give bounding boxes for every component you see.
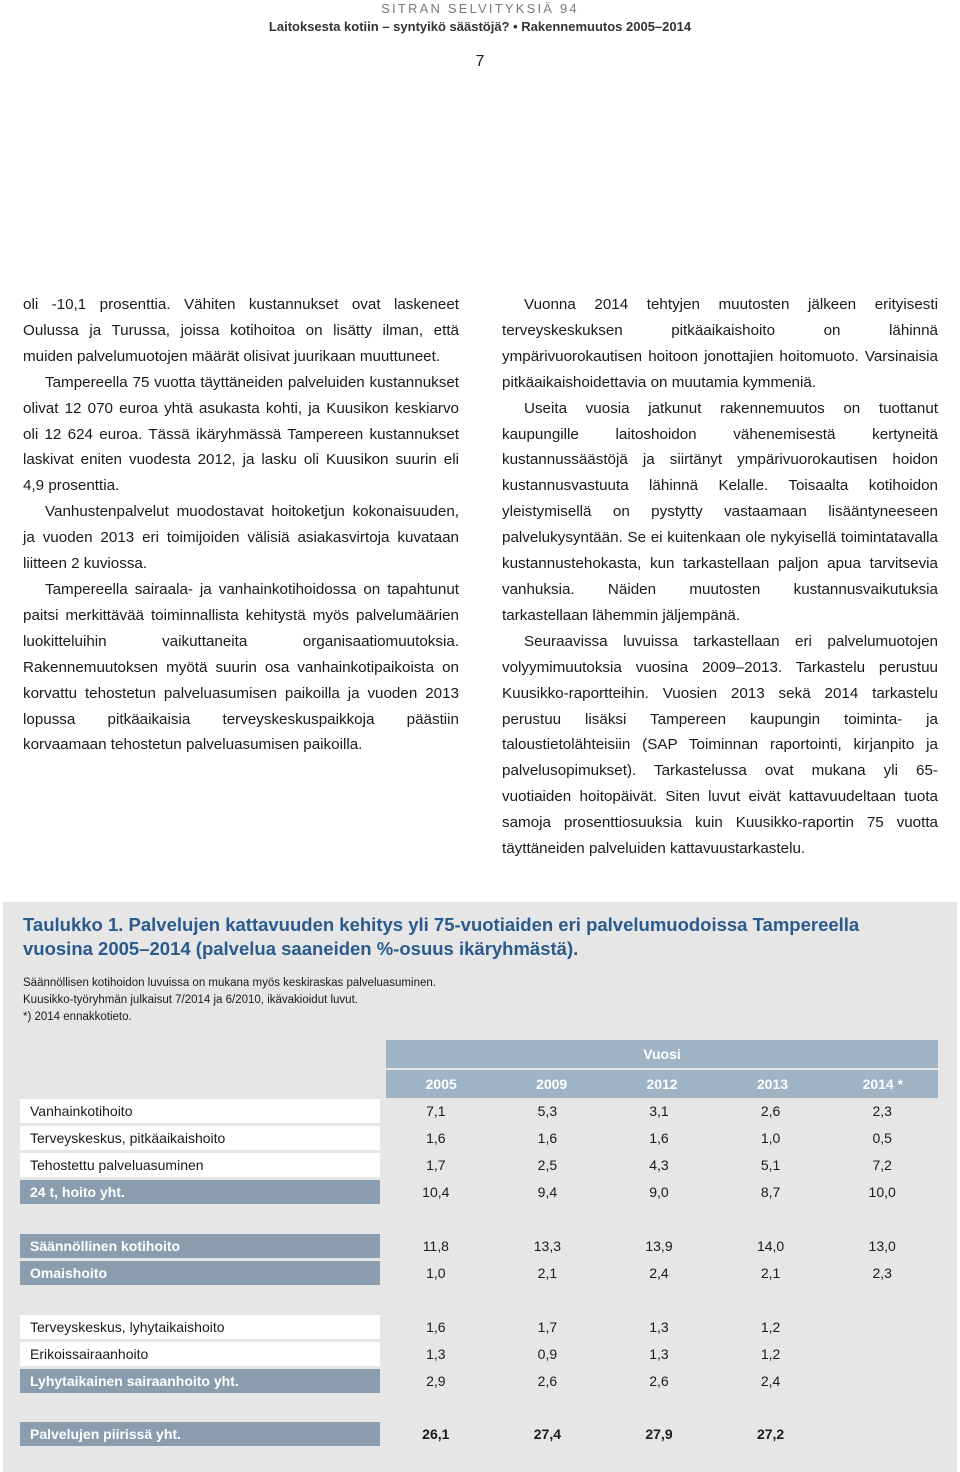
cell: 1,6 [426,1319,446,1335]
right-text-column [502,292,938,862]
row-label: 24 t, hoito yht. [20,1180,380,1204]
table-row [20,1342,938,1366]
table-note: Säännöllisen kotihoidon luvuissa on mukana myös keskiraskas palveluasuminen. [23,977,436,989]
table-row [20,1261,938,1285]
year-header: 2012 [646,1076,678,1092]
cell: 2,6 [649,1373,669,1389]
cell: 1,3 [426,1346,446,1362]
paragraph: Seuraavissa luvuissa tarkastellaan eri palvelumuotojen volyymimuutoksia vuosina 2009–2013. Tarkastelu perustuu Kuusikko-raportteihin. Vuosien 2013 sekä 2014 tarkastelu perustuu lisäksi Tampereen kaupungin toiminta- ja taloustietolähteisiin (SAP Toiminnan raportointi, kirjanpito ja palvelusopimukset). Tarkastelussa ovat mukana yli 65-vuotiaiden hoitopäivät. Siten luvut eivät kattavuudeltaan tuota samoja prosenttiosuuksia kuin Kuusikko-raportin 75 vuotta täyttäneiden palveluiden kattavuustarkastelu. [502,632,938,858]
cell: 2,9 [426,1373,446,1389]
left-text-column [23,292,459,758]
table-row [20,1153,938,1177]
cell: 1,0 [426,1265,446,1281]
table-row [20,1234,938,1258]
row-label: Erikoissairaanhoito [20,1342,380,1366]
row-label: Vanhainkotihoito [20,1099,380,1123]
cell: 5,1 [760,1157,781,1173]
cell [826,1342,938,1366]
cell: 2,6 [537,1373,558,1389]
cell: 7,2 [872,1157,892,1173]
cell: 27,9 [645,1426,673,1442]
cell: 27,4 [533,1426,562,1442]
cell: 13,9 [645,1238,673,1254]
cell: 1,6 [537,1130,558,1146]
table-row-subtotal [20,1180,938,1204]
cell: 2,4 [649,1265,669,1281]
cell: 13,3 [533,1238,562,1254]
cell: 11,8 [422,1238,449,1254]
cell: 1,6 [426,1130,446,1146]
row-label: Omaishoito [20,1261,380,1285]
table-group-header: Vuosi [386,1040,938,1068]
paragraph: Vuonna 2014 tehtyjen muutosten jälkeen erityisesti terveyskeskuksen pitkäaikaishoito on lähinnä ympärivuorokautisen hoitoon jonottajien hoitomuoto. Varsinaisia pitkäaikaishoidettavia on muutamia kymmeniä. [502,296,938,391]
cell: 3,1 [649,1103,669,1119]
cell: 1,2 [760,1346,781,1362]
row-label: Terveyskeskus, lyhytaikaishoito [20,1315,380,1339]
cell: 2,5 [537,1157,558,1173]
row-label: Terveyskeskus, pitkäaikaishoito [20,1126,380,1150]
row-label: Lyhytaikainen sairaanhoito yht. [20,1369,380,1393]
paragraph: Tampereella sairaala- ja vanhainkotihoidossa on tapahtunut paitsi merkittävää toiminnallista kehitystä myös palvelumäärien luokitteluihin vaikuttaneita organisaatiomuutoksia. Rakennemuutoksen myötä suurin osa vanhainkotipaikoista on korvattu tehostetun palveluasumisen paikoilla ja vuoden 2013 lopussa pitkäaikaisia terveyskeskuspaikkoja päästiin korvaamaan tehostetun palveluasumisen paikoilla. [23,580,459,754]
table-note: Kuusikko-työryhmän julkaisut 7/2014 ja 6/2010, ikävakioidut luvut. [23,994,358,1006]
row-label: Säännöllinen kotihoito [20,1234,380,1258]
table-title: Taulukko 1. Palvelujen kattavuuden kehitys yli 75-vuotiaiden eri palvelumuodoissa Tampereella vuosina 2005–2014 (palvelua saaneiden %-osuus ikäryhmästä). [23,914,860,959]
cell: 1,0 [760,1130,781,1146]
cell [826,1422,938,1446]
table-row [20,1099,938,1123]
cell: 1,2 [760,1319,781,1335]
cell: 9,4 [537,1184,558,1200]
cell: 8,7 [760,1184,781,1200]
cell [826,1369,938,1393]
paragraph: Useita vuosia jatkunut rakennemuutos on tuottanut kaupungille laitoshoidon vähenemisestä kertyneitä kustannussäästöjä ja siirtänyt ympärivuorokautisen hoidon kustannusvastuuta lähinnä Kelalle. Toisaalta kotihoidon yleistymisellä on pystytty vastaamaan lisääntyneeseen palvelukysyntään. Se ei kuitenkaan ole nykyisellä toimintatavalla kustannustehokasta, kun tarkastellaan paljon apua tarvitsevia vanhuksia. Näiden muutosten kustannusvaikutuksia tarkastellaan lähemmin jäljempänä. [502,399,938,624]
publication-subtitle: Laitoksesta kotiin – syntyikö säästöjä? • Rakennemuutos 2005–2014 [268,19,692,34]
cell: 2,3 [872,1103,892,1119]
paragraph: oli -10,1 prosenttia. Vähiten kustannukset ovat laskeneet Oulussa ja Turussa, joissa kotihoitoa on lisätty ilman, että muiden palvelumuotojen määrät olisivat juurikaan muuttuneet. [23,296,459,365]
table-row-subtotal [20,1369,938,1393]
cell: 2,1 [537,1265,558,1281]
table-year-header [386,1070,938,1098]
series-title: SITRAN SELVITYKSIÄ 94 [381,1,579,16]
cell: 10,0 [868,1184,896,1200]
page-number: 7 [475,53,485,70]
year-header: 2013 [756,1076,788,1092]
cell: 1,7 [426,1157,446,1173]
cell: 10,4 [422,1184,450,1200]
paragraph: Tampereella 75 vuotta täyttäneiden palveluiden kustannukset olivat 12 070 euroa yhtä asukasta kohti, ja Kuusikon keskiarvo oli 12 624 euroa. Tässä ikäryhmässä Tampereen kustannukset laskivat eniten vuodesta 2012, ja lasku oli Kuusikon suurin eli 4,9 prosenttia. [23,373,459,495]
cell: 1,3 [649,1319,669,1335]
paragraph: Vanhustenpalvelut muodostavat hoitoketjun kokonaisuuden, ja vuoden 2013 eri toimijoiden välisiä asiakasvirtoja kuvataan liitteen 2 kuviossa. [23,503,459,573]
cell: 1,6 [649,1130,669,1146]
row-label: Palvelujen piirissä yht. [20,1422,380,1446]
row-label: Tehostettu palveluasuminen [20,1153,380,1177]
cell: 27,2 [756,1426,785,1442]
cell: 2,4 [760,1373,781,1389]
cell: 9,0 [649,1184,669,1200]
cell: 0,5 [872,1130,892,1146]
year-header: 2014 * [862,1076,904,1092]
cell: 13,0 [868,1238,896,1254]
cell: 1,3 [649,1346,669,1362]
cell: 26,1 [422,1426,450,1442]
cell: 7,1 [426,1103,446,1119]
year-header: 2009 [536,1076,568,1092]
table-notes [23,975,436,1026]
year-header: 2005 [425,1076,457,1092]
table-note: *) 2014 ennakkotieto. [23,1011,132,1023]
cell: 14,0 [756,1238,785,1254]
cell: 2,1 [760,1265,781,1281]
cell: 2,6 [760,1103,781,1119]
table-row [20,1126,938,1150]
cell [826,1315,938,1339]
cell: 1,7 [537,1319,558,1335]
page-header [0,0,960,36]
cell: 5,3 [537,1103,558,1119]
table-row [20,1315,938,1339]
cell: 0,9 [537,1346,558,1362]
cell: 4,3 [649,1157,669,1173]
table-row-total [20,1422,938,1446]
cell: 2,3 [872,1265,892,1281]
